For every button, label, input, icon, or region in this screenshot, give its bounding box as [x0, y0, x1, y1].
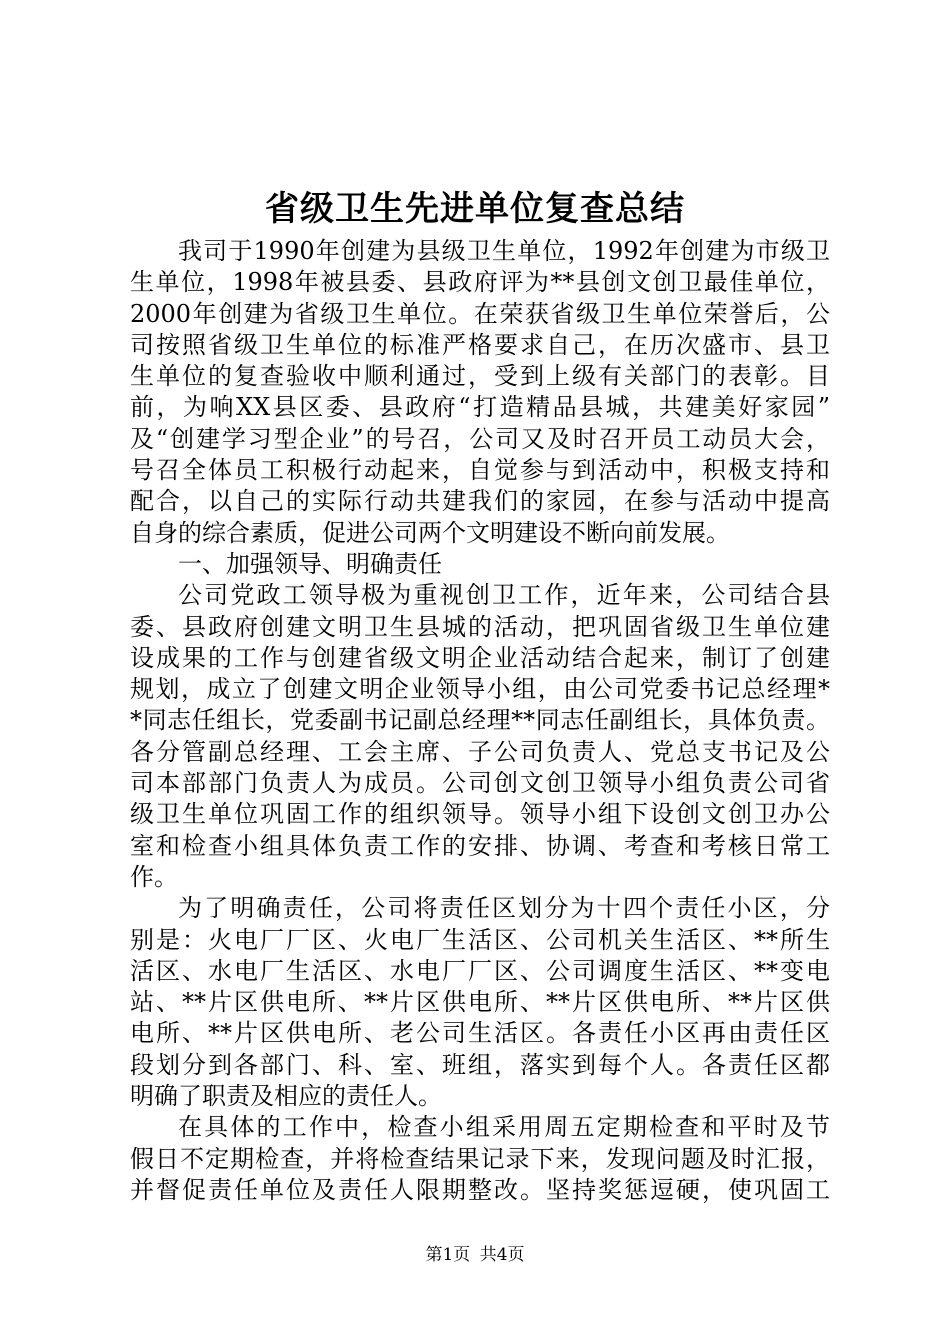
page-footer	[0, 1243, 950, 1267]
text-line: 规划，成立了创建文明企业领导小组，由公司党委书记总经理*	[130, 675, 830, 704]
text-line: 各分管副总经理、工会主席、子公司负责人、党总支书记及公	[130, 737, 830, 766]
text-line: *同志任组长，党委副书记副总经理**同志任副组长，具体负责。	[130, 706, 830, 735]
text-line: 活区、水电厂生活区、水电厂厂区、公司调度生活区、**变电	[130, 956, 830, 985]
text-line: 电所、**片区供电所、老公司生活区。各责任小区再由责任区	[130, 1019, 830, 1048]
text-line: 明确了职责及相应的责任人。	[130, 1082, 442, 1111]
page-total: 共4页	[479, 1245, 525, 1265]
document-body	[130, 236, 830, 1206]
text-line: 号召全体员工积极行动起来，自觉参与到活动中，积极支持和	[130, 456, 830, 485]
text-line: 生单位的复查验收中顺利通过，受到上级有关部门的表彰。目	[130, 362, 830, 391]
text-line: 设成果的工作与创建省级文明企业活动结合起来，制订了创建	[130, 643, 830, 672]
text-line: 司本部部门负责人为成员。公司创文创卫领导小组负责公司省	[130, 769, 830, 798]
text-line: 2000年创建为省级卫生单位。在荣获省级卫生单位荣誉后，公	[130, 299, 830, 328]
text-line: 站、**片区供电所、**片区供电所、**片区供电所、**片区供	[130, 988, 830, 1017]
document-title: 省级卫生先进单位复查总结	[265, 189, 685, 229]
text-line: 配合，以自己的实际行动共建我们的家园，在参与活动中提高	[130, 487, 830, 516]
text-line: 生单位，1998年被县委、县政府评为**县创文创卫最佳单位，	[130, 268, 830, 297]
text-line: 段划分到各部门、科、室、班组，落实到每个人。各责任区都	[130, 1050, 830, 1079]
text-line: 司按照省级卫生单位的标准严格要求自己，在历次盛市、县卫	[130, 330, 830, 359]
text-line: 自身的综合素质，促进公司两个文明建设不断向前发展。	[130, 518, 730, 547]
text-line: 在具体的工作中，检查小组采用周五定期检查和平时及节	[178, 1113, 830, 1142]
text-line: 别是：火电厂厂区、火电厂生活区、公司机关生活区、**所生	[130, 925, 830, 954]
text-line: 作。	[130, 862, 178, 891]
page-number: 第1页	[425, 1245, 471, 1265]
text-line: 为了明确责任，公司将责任区划分为十四个责任小区，分	[178, 894, 830, 923]
text-line: 委、县政府创建文明卫生县城的活动，把巩固省级卫生单位建	[130, 612, 830, 641]
text-line: 前，为响XX县区委、县政府“打造精品县城，共建美好家园”	[130, 393, 830, 422]
text-line: 一、加强领导、明确责任	[178, 549, 442, 578]
text-line: 级卫生单位巩固工作的组织领导。领导小组下设创文创卫办公	[130, 800, 830, 829]
text-line: 并督促责任单位及责任人限期整改。坚持奖惩逗硬，使巩固工	[130, 1175, 830, 1204]
text-line: 公司党政工领导极为重视创卫工作，近年来，公司结合县	[178, 581, 830, 610]
text-line: 室和检查小组具体负责工作的安排、协调、考查和考核日常工	[130, 831, 830, 860]
text-line: 及“创建学习型企业”的号召，公司又及时召开员工动员大会，	[130, 424, 830, 453]
text-line: 假日不定期检查，并将检查结果记录下来，发现问题及时汇报，	[130, 1144, 830, 1173]
text-line: 我司于1990年创建为县级卫生单位，1992年创建为市级卫	[178, 237, 830, 265]
